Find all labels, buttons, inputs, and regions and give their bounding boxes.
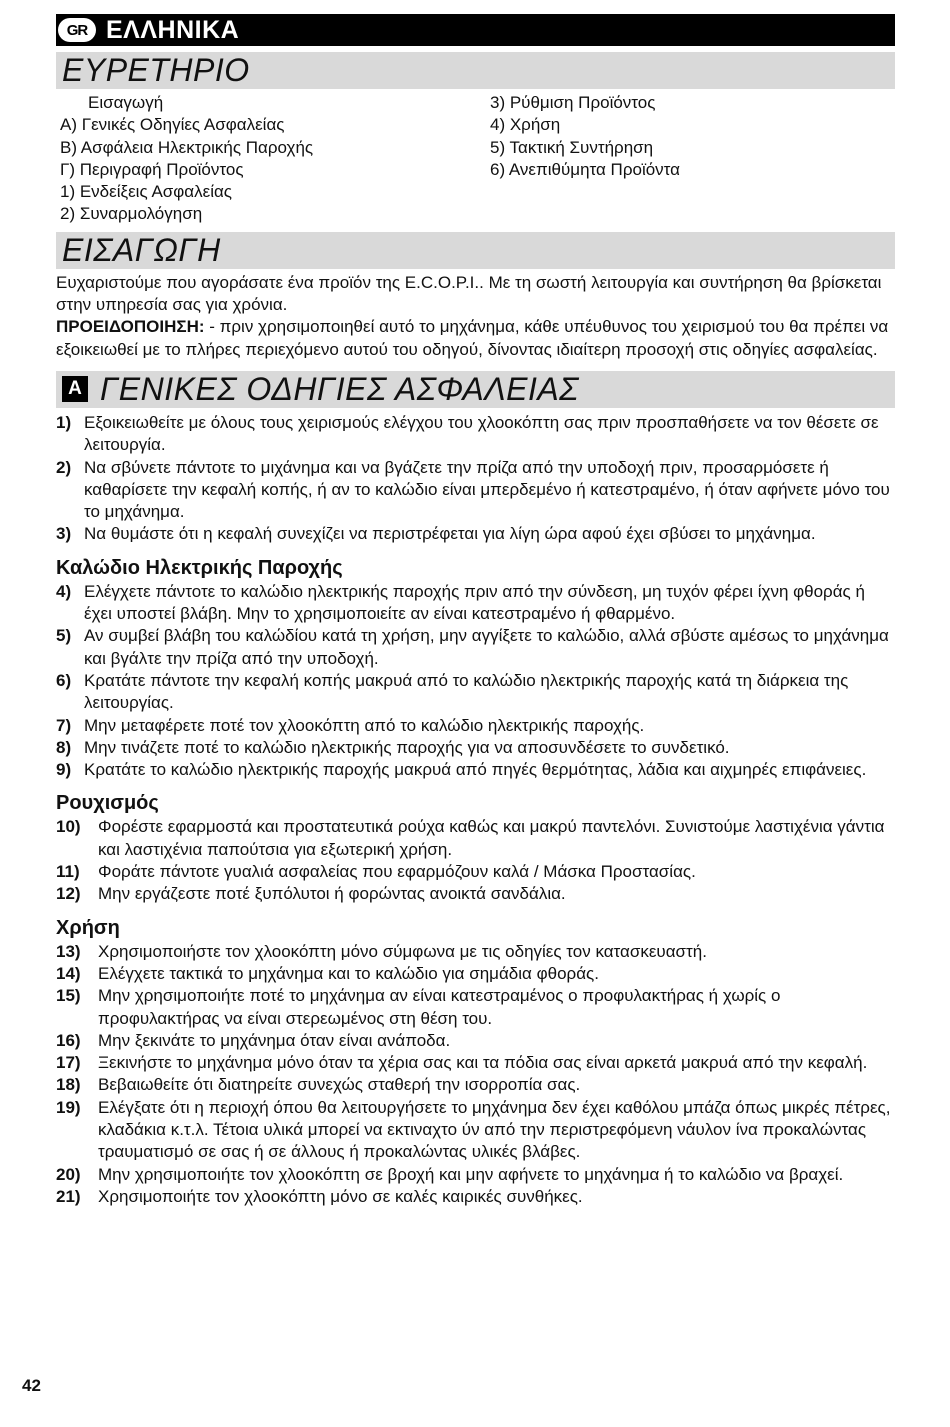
item-number: 2) (56, 457, 72, 477)
safety-title: ΓΕΝΙΚΕΣ ΟΔΗΓΙΕΣ ΑΣΦΑΛΕΙΑΣ (100, 370, 579, 407)
toc-column-1 (56, 92, 490, 226)
list-item (56, 861, 895, 883)
list-item (56, 963, 895, 985)
list-item (56, 581, 895, 626)
intro-header (56, 232, 895, 269)
item-number: 15) (56, 986, 81, 1006)
item-number: 10) (56, 817, 81, 837)
item-text: Χρησιμοποιήστε τον χλοοκόπτη μόνο σύμφωνα με τις οδηγίες τον κατασκευαστή. (98, 941, 707, 961)
toc-item: Εισαγωγή (88, 93, 164, 112)
language-badge: GR (58, 18, 96, 42)
toc-item: 4) Χρήση (490, 115, 561, 135)
item-text: Ελέγξατε ότι η περιοχή όπου θα λειτουργήσετε το μηχάνημα δεν έχει καθόλου μπάζα όπως μικρές πέτρες, κλαδάκια κ.τ.λ. Τέτοια υλικά μπορεί να εκτιναχτο ύν από την περιστρεφόμενη νάυλον ίνα προκαλώντας τραυματισμό σε σας ή σε άλλους ή προκαλώντας υλικές βλάβες. (98, 1097, 891, 1162)
item-text: Μην ξεκινάτε το μηχάνημα όταν είναι ανάποδα. (98, 1030, 451, 1050)
item-number: 14) (56, 963, 81, 983)
item-text: Φορέστε εφαρμοστά και προστατευτικά ρούχα καθώς και μακρύ παντελόνι. Συνιστούμε λαστιχένια γάντια και λαστιχένια παπούτσια για εξωτερική χρήση. (98, 817, 885, 859)
toc-column-2 (490, 92, 895, 226)
item-number: 13) (56, 941, 81, 961)
item-text: Ξεκινήστε το μηχάνημα μόνο όταν τα χέρια σας και τα πόδια σας είναι αρκετά μακρυά από την κεφαλή. (98, 1053, 868, 1073)
item-number: 18) (56, 1075, 81, 1095)
language-bar (56, 14, 895, 46)
list-item (56, 1164, 895, 1186)
use-list (56, 941, 895, 1209)
item-text: Εξοικειωθείτε με όλους τους χειρισμούς ελέγχου του χλοοκόπτη σας πριν προσπαθήσετε να τον θέσετε σε λειτουργία. (84, 412, 879, 455)
list-item (56, 1074, 895, 1096)
toc-item: Β) Ασφάλεια Ηλεκτρικής Παροχής (60, 137, 314, 157)
item-number: 9) (56, 760, 72, 780)
toc-title: ΕΥΡΕΤΗΡΙΟ (62, 52, 250, 88)
intro-paragraph: Ευχαριστούμε που αγοράσατε ένα προϊόν της E.C.O.P.I.. Με τη σωστή λειτουργία και συντήρηση θα βρίσκεται στην υπηρεσία σας για χρόνια. (56, 272, 882, 315)
cable-list (56, 581, 895, 782)
item-text: Φοράτε πάντοτε γυαλιά ασφαλείας που εφαρμόζουν καλά / Μάσκα Προστασίας. (98, 862, 696, 882)
item-number: 21) (56, 1186, 81, 1206)
safety-list (56, 412, 895, 546)
item-number: 5) (56, 626, 72, 646)
item-text: Κρατάτε το καλώδιο ηλεκτρικής παροχής μακρυά από πηγές θερμότητας, λάδια και αιχμηρές επιφάνειες. (84, 760, 867, 780)
clothing-list (56, 816, 895, 905)
item-number: 16) (56, 1030, 81, 1050)
toc-item: 1) Ενδείξεις Ασφαλείας (60, 182, 233, 202)
list-item (56, 985, 895, 1030)
clothing-subheading: Ρουχισμός (56, 792, 159, 815)
toc-item: Α) Γενικές Οδηγίες Ασφαλείας (60, 115, 285, 135)
item-number: 1) (56, 412, 72, 432)
list-item (56, 715, 895, 737)
list-item (56, 737, 895, 759)
list-item (56, 457, 895, 524)
section-letter-badge: A (62, 376, 88, 402)
item-number: 19) (56, 1097, 81, 1117)
toc-header (56, 52, 895, 89)
item-text: Να θυμάστε ότι η κεφαλή συνεχίζει να περιστρέφεται για λίγη ώρα αφού έχει σβύσει το μηχάνημα. (84, 524, 816, 544)
item-number: 20) (56, 1164, 81, 1184)
list-item (56, 1186, 895, 1208)
manual-page (56, 14, 895, 1208)
item-number: 12) (56, 884, 81, 904)
table-of-contents (56, 92, 895, 226)
item-text: Χρησιμοποιήτε τον χλοοκόπτη μόνο σε καλές καιρικές συνθήκες. (98, 1186, 583, 1206)
list-item (56, 883, 895, 905)
safety-header (56, 371, 895, 408)
toc-item: 3) Ρύθμιση Προϊόντος (490, 93, 656, 112)
use-subheading: Χρήση (56, 916, 120, 939)
list-item (56, 412, 895, 457)
warning-paragraph (56, 316, 895, 361)
item-text: Μην εργάζεστε ποτέ ξυπόλυτοι ή φορώντας ανοικτά σανδάλια. (98, 884, 566, 904)
item-number: 11) (56, 862, 80, 882)
language-title: ΕΛΛΗΝΙΚΑ (106, 15, 240, 44)
list-item (56, 625, 895, 670)
list-item (56, 1097, 895, 1164)
toc-item: 5) Τακτική Συντήρηση (490, 137, 654, 157)
list-item (56, 941, 895, 963)
cable-subheading: Καλώδιο Ηλεκτρικής Παροχής (56, 556, 343, 579)
item-number: 4) (56, 581, 72, 601)
toc-item: 6) Ανεπιθύμητα Προϊόντα (490, 159, 680, 179)
item-text: Κρατάτε πάντοτε την κεφαλή κοπής μακρυά από το καλώδιο ηλεκτρικής παροχής κατά τη διάρκεια της λειτουργίας. (84, 670, 849, 713)
item-number: 3) (56, 524, 72, 544)
warning-text: - πριν χρησιμοποιηθεί αυτό το μηχάνημα, κάθε υπέυθυνος του χειρισμού του θα πρέπει να εξοικειωθεί με το πλήρες περιεχόμενο αυτού του οδηγού, δίνοντας ιδιαίτερη προσοχή στις οδηγίες ασφαλείας. (56, 317, 889, 359)
toc-item: Γ) Περιγραφή Προϊόντος (60, 159, 244, 179)
item-text: Να σβύνετε πάντοτε το μιχάνημα και να βγάζετε την πρίζα από την υποδοχή πριν, προσαρμόσετε ή καθαρίσετε την κεφαλή κοπής, ή αν το καλώδιο είναι μπερδεμένο ή κατεστραμένο, ή όταν αφήνετε μόνο του το μηχάνημα. (84, 457, 890, 522)
item-text: Μην χρησιμοποιήτε τον χλοοκόπτη σε βροχή και μην αφήνετε το μηχάνημα ή το καλώδιο να βραχεί. (98, 1164, 844, 1184)
list-item (56, 759, 895, 781)
warning-label: ΠΡΟΕΙΔΟΠΟΙΗΣΗ: (56, 317, 205, 337)
item-text: Μην μεταφέρετε ποτέ τον χλοοκόπτη από το καλώδιο ηλεκτρικής παροχής. (84, 715, 645, 735)
intro-title: ΕΙΣΑΓΩΓΗ (62, 231, 221, 268)
item-text: Βεβαιωθείτε ότι διατηρείτε συνεχώς σταθερή την ισορροπία σας. (98, 1075, 581, 1095)
list-item (56, 1052, 895, 1074)
item-text: Ελέγχετε τακτικά το μηχάνημα και το καλώδιο για σημάδια φθοράς. (98, 963, 599, 983)
item-text: Ελέγχετε πάντοτε το καλώδιο ηλεκτρικής παροχής πριν από την σύνδεση, μη τυχόν φέρει ίχνη φθοράς ή έχει υποστεί βλάβη. Μην το χρησιμοποιείτε αν είναι κατεστραμένο ή φθαρμένο. (84, 581, 865, 624)
item-number: 6) (56, 670, 72, 690)
list-item (56, 816, 895, 861)
list-item (56, 523, 895, 545)
item-text: Αν συμβεί βλάβη του καλώδίου κατά τη χρήση, μην αγγίξετε το καλώδιο, αλλά σβύστε αμέσως το μηχάνημα και βγάλτε την πρίζα από την υποδοχή. (84, 626, 889, 668)
item-number: 8) (56, 737, 72, 757)
page-number: 42 (22, 1376, 41, 1395)
item-text: Μην χρησιμοποιήτε ποτέ το μηχάνημα αν είναι κατεστραμένος ο προφυλακτήρας ή χωρίς ο προφυλακτήρας να είναι στερεωμένος στη θέση του. (98, 986, 781, 1028)
item-number: 7) (56, 715, 72, 735)
item-number: 17) (56, 1053, 81, 1073)
list-item (56, 670, 895, 715)
list-item (56, 1030, 895, 1052)
toc-item: 2) Συναρμολόγηση (60, 204, 203, 224)
item-text: Μην τινάζετε ποτέ το καλώδιο ηλεκτρικής παροχής για να αποσυνδέσετε το συνδετικό. (84, 737, 730, 757)
